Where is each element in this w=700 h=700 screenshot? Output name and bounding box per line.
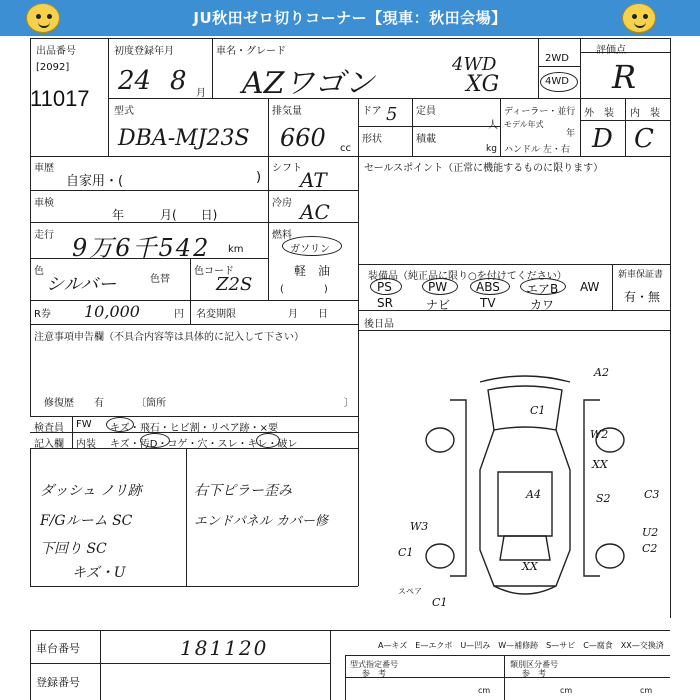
kg-unit: kg <box>486 144 497 154</box>
mark-xx-side: XX <box>592 458 608 471</box>
inspector-dirt-circle <box>140 433 170 448</box>
equip-sr: SR <box>377 296 393 310</box>
mark-s2: S2 <box>596 492 611 505</box>
equip-abs: ABS <box>476 280 500 294</box>
recycle-value: 10,000 <box>84 302 140 321</box>
mark-xx-rear: XX <box>522 560 538 573</box>
equip-ps: PS <box>377 280 392 294</box>
equip-navi: ナビ <box>426 298 451 312</box>
car-name-label: 車名・グレード <box>216 46 286 57</box>
shift-value: AT <box>300 168 327 192</box>
history-label: 車歴 <box>34 163 54 174</box>
interior-value: C <box>634 124 654 154</box>
km-unit: km <box>228 244 244 255</box>
first-registration-label: 初度登録年月 <box>114 46 174 57</box>
first-registration-year: 24 <box>118 66 152 96</box>
inspector-kizu-circle <box>106 417 134 432</box>
mark-c1-rear-left: C1 <box>398 546 414 559</box>
damage-legend: A—キズ E—エクボ U—凹み W—補修跡 S—サビ C—腐食 XX—交換済 <box>378 641 664 650</box>
registration-label: 登録番号 <box>36 676 80 689</box>
inspector-row1: キズ・飛石・ヒビ割・リペア跡・×要 <box>110 423 278 434</box>
mark-c2: C2 <box>642 542 658 555</box>
equip-leather: カワ <box>530 298 555 312</box>
mark-w2: W2 <box>590 428 609 441</box>
dealer-label: ディーラー・並行 <box>504 107 576 117</box>
ac-label: 冷房 <box>272 198 292 209</box>
drive-2wd: 2WD <box>545 53 569 64</box>
after-items-label: 後日品 <box>364 319 394 330</box>
sales-point-label: セールスポイント（正常に機能するものに限ります） <box>364 163 604 174</box>
fuel-diesel: 軽 油 <box>294 264 331 278</box>
grade-value: R <box>612 58 637 96</box>
inspection-label: 車検 <box>34 198 54 209</box>
equipment-label: 装備品（純正品に限り○を付けてください） <box>368 271 567 282</box>
exterior-label: 外 装 <box>584 108 614 119</box>
lot-prefix: [2092] <box>36 62 70 73</box>
mileage-label: 走行 <box>34 230 54 241</box>
car-rear <box>494 586 556 594</box>
car-front-bumper <box>480 376 570 382</box>
year-unit: 年 <box>566 129 576 139</box>
equip-tv: TV <box>480 296 496 310</box>
car-hood <box>488 386 562 430</box>
load-label: 積載 <box>416 134 436 145</box>
mark-c1-front: C1 <box>530 404 546 417</box>
cm-unit-2: cm <box>560 686 573 695</box>
entry-label: 記入欄 <box>34 439 64 450</box>
equip-pw: PW <box>428 280 448 294</box>
ac-value: AC <box>300 200 330 224</box>
note-4: キズ・U <box>72 565 126 581</box>
fuel-gas: ガソリン <box>290 244 330 255</box>
cc-unit: cc <box>340 143 351 154</box>
color-label: 色 <box>34 266 44 277</box>
cm-unit-1: cm <box>478 686 491 695</box>
shift-label: シフト <box>272 163 302 174</box>
page-title: JU秋田ゼロ切りコーナー【現車：秋田会場】 <box>193 9 507 27</box>
mark-w3: W3 <box>410 520 429 533</box>
classification-ref: 参 考 <box>522 669 546 678</box>
model-label: 型式 <box>114 106 134 117</box>
color-code-label: 色コード <box>194 266 234 277</box>
car-roof <box>498 472 552 536</box>
car-rear-window <box>500 536 550 560</box>
mark-a2: A2 <box>594 366 609 379</box>
notes-label: 注意事項申告欄（不具合内容等は具体的に記入して下さい） <box>34 332 304 343</box>
mark-a4: A4 <box>526 488 541 501</box>
fuel-other: ( ) <box>280 284 328 295</box>
displacement-label: 排気量 <box>272 106 302 117</box>
cm-unit-3: cm <box>640 686 653 695</box>
note-3: 下回り SC <box>40 541 107 557</box>
inspector-row2: キズ・汚D・コゲ・穴・スレ・キレ・破レ <box>110 439 298 450</box>
equip-airbag: エアB <box>526 282 559 296</box>
yen-unit: 円 <box>174 309 184 320</box>
equip-aw: AW <box>580 280 600 294</box>
fuel-label: 燃料 <box>272 230 292 241</box>
handle-label: ハンドル 左・右 <box>504 145 570 155</box>
note-1: ダッシュ ノリ跡 <box>40 483 142 499</box>
person-unit: 人 <box>488 120 498 131</box>
interior-label: 内 装 <box>630 108 660 119</box>
doors-value: 5 <box>386 104 398 125</box>
car-name: AZワゴン <box>242 66 375 101</box>
wheel-rear-right <box>596 544 624 568</box>
repair-close: 〕 <box>344 398 354 409</box>
doors-label: ドア <box>362 106 382 117</box>
car-damage-diagram <box>380 360 670 620</box>
lot-number-label: 出品番号 <box>36 46 76 57</box>
month-unit: 月 <box>196 88 206 99</box>
grade: XG <box>466 72 500 97</box>
capacity-label: 定員 <box>416 106 436 117</box>
mark-u2: U2 <box>642 526 659 539</box>
model-code-ref: 参 考 <box>362 669 386 678</box>
transfer-label: 名変期限 <box>196 309 236 320</box>
wheel-front-left <box>426 428 454 452</box>
displacement-value: 660 <box>280 124 326 152</box>
inspector-sure-circle <box>256 433 280 448</box>
classification-label: 類別区分番号 <box>510 660 558 669</box>
model-value: DBA-MJ23S <box>118 126 250 151</box>
inspector-interior: 内装 <box>76 439 96 450</box>
shape-label: 形状 <box>362 134 382 145</box>
mileage-value: 9万6千542 <box>72 234 211 262</box>
mark-c1-bottom: C1 <box>432 596 448 609</box>
chassis-value: 181120 <box>180 636 269 660</box>
drive-4wd: 4WD <box>545 76 569 87</box>
repair-history-label: 修復歴 有 <box>44 398 104 409</box>
transfer-value: 月 日 <box>288 309 328 320</box>
repair-place: 〔箇所 <box>136 398 166 409</box>
wheel-rear-left <box>426 544 454 568</box>
recycle-label: R券 <box>34 309 51 320</box>
note-5: 右下ピラー歪み <box>194 483 292 499</box>
color-code-value: Z2S <box>216 274 253 295</box>
chassis-label: 車台番号 <box>36 642 80 655</box>
inspector-label: 検査員 <box>34 423 64 434</box>
color-value: シルバー <box>46 274 117 295</box>
inspection-value: 年 月( 日) <box>112 208 218 222</box>
model-code-label: 型式指定番号 <box>350 660 398 669</box>
mark-c3: C3 <box>644 488 660 501</box>
lot-number: 11017 <box>30 86 90 111</box>
history-close: ) <box>256 170 262 185</box>
note-6: エンドパネル カバー修 <box>194 514 328 529</box>
inspector-fw: FW <box>76 419 92 430</box>
first-registration-month: 8 <box>170 66 187 96</box>
grade-label: 評価点 <box>596 45 626 56</box>
warranty-value: 有・無 <box>624 290 661 304</box>
history-value: 自家用・( <box>66 174 124 189</box>
drive-type: 4WD <box>452 54 497 75</box>
model-year-label: モデル年式 <box>504 120 544 129</box>
warranty-label: 新車保証書 <box>618 270 664 280</box>
note-2: F/Gルーム SC <box>40 513 133 529</box>
exterior-value: D <box>592 124 613 154</box>
spare-label: スペア <box>398 587 422 596</box>
color-change-label: 色替 <box>150 274 170 285</box>
